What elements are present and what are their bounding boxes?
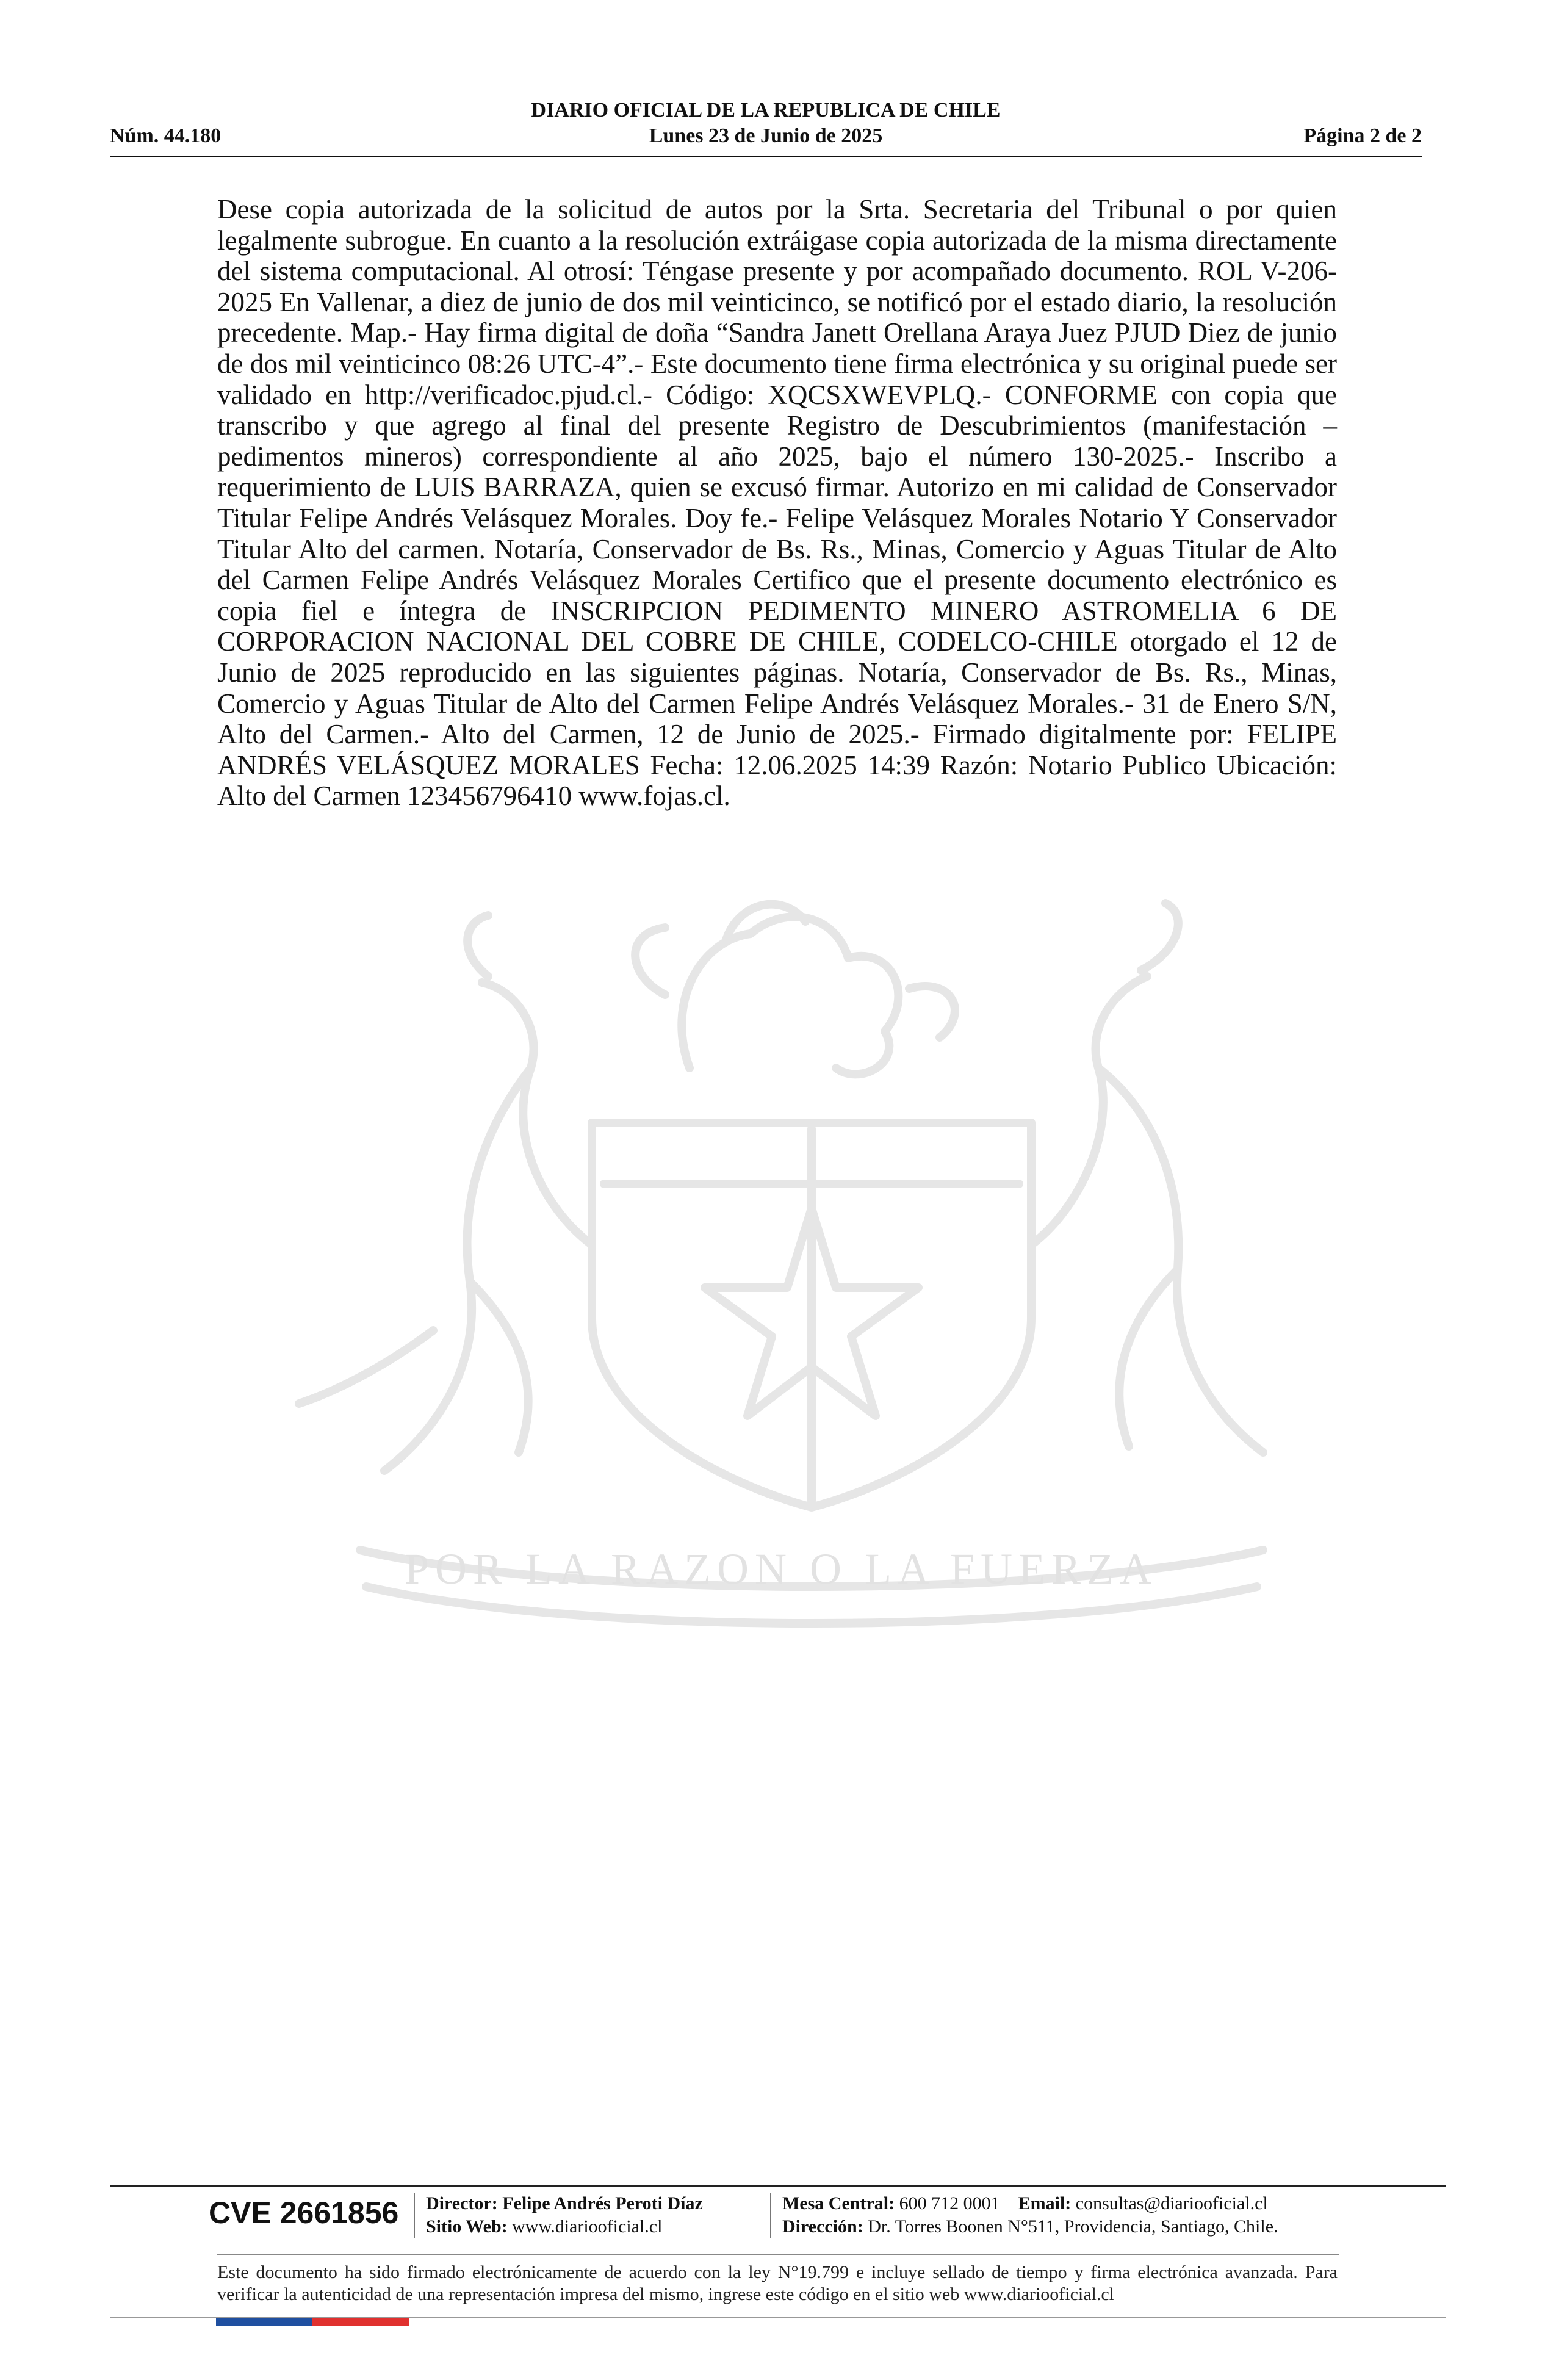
director-name: Felipe Andrés Peroti Díaz	[502, 2193, 703, 2213]
footer-contact-column	[782, 2192, 1278, 2238]
flag-red-segment	[312, 2318, 409, 2326]
page-header	[110, 92, 1422, 159]
footer-divider-top	[110, 2185, 1446, 2187]
website-label: Sitio Web:	[426, 2216, 508, 2237]
publication-title: DIARIO OFICIAL DE LA REPUBLICA DE CHILE	[531, 99, 1001, 121]
website-link[interactable]: www.diariooficial.cl	[512, 2216, 663, 2237]
address-label: Dirección:	[782, 2216, 863, 2237]
issue-number: Núm. 44.180	[110, 124, 222, 147]
flag-blue-segment	[216, 2318, 312, 2326]
flag-stripe-icon	[216, 2318, 409, 2326]
issue-date: Lunes 23 de Junio de 2025	[649, 124, 883, 147]
footer-separator	[414, 2193, 415, 2238]
director-label: Director:	[426, 2193, 498, 2213]
coat-of-arms-watermark-icon	[201, 867, 1361, 1672]
page-indicator: Página 2 de 2	[1303, 124, 1422, 147]
phone-label: Mesa Central:	[782, 2193, 895, 2213]
footer-separator	[770, 2193, 771, 2238]
address-text: Dr. Torres Boonen N°511, Providencia, Santiago, Chile.	[868, 2216, 1278, 2237]
phone-number: 600 712 0001	[899, 2193, 1000, 2213]
body-paragraph: Dese copia autorizada de la solicitud de autos por la Srta. Secretaria del Tribunal o por quien legalmente subrogue. En cuanto a la resolución extráigase copia autorizada de la misma directamente del sistema computacional. Al otrosí: Téngase presente y por acompañado documento. ROL V-206-2025 En Vallenar, a diez de junio de dos mil veinticinco, se notificó por el estado diario, la resolución precedente. Map.- Hay firma digital de doña “Sandra Janett Orellana Araya Juez PJUD Diez de junio de dos mil veinticinco 08:26 UTC-4”.- Este documento tiene firma electrónica y su original puede ser validado en http://verificadoc.pjud.cl.- Código: XQCSXWEVPLQ.- CONFORME con copia que transcribo y que agrego al final del presente Registro de Descubrimientos (manifestación – pedimentos mineros) correspondiente al año 2025, bajo el número 130-2025.- Inscribo a requerimiento de LUIS BARRAZA, quien se excusó firmar. Autorizo en mi calidad de Conservador Titular Felipe Andrés Velásquez Morales. Doy fe.- Felipe Velásquez Morales Notario Y Conservador Titular Alto del carmen. Notaría, Conservador de Bs. Rs., Minas, Comercio y Aguas Titular de Alto del Carmen Felipe Andrés Velásquez Morales Certifico que el presente documento electrónico es copia fiel e íntegra de INSCRIPCION PEDIMENTO MINERO ASTROMELIA 6 DE CORPORACION NACIONAL DEL COBRE DE CHILE, CODELCO-CHILE otorgado el 12 de Junio de 2025 reproducido en las siguientes páginas. Notaría, Conservador de Bs. Rs., Minas, Comercio y Aguas Titular de Alto del Carmen Felipe Andrés Velásquez Morales.- 31 de Enero S/N, Alto del Carmen.- Alto del Carmen, 12 de Junio de 2025.- Firmado digitalmente por: FELIPE ANDRÉS VELÁSQUEZ MORALES Fecha: 12.06.2025 14:39 Razón: Notario Publico Ubicación: Alto del Carmen 123456796410 www.fojas.cl.	[217, 194, 1337, 812]
footer-divider-mid	[217, 2254, 1339, 2255]
cve-code: CVE 2661856	[209, 2196, 399, 2230]
email-link[interactable]: consultas@diariooficial.cl	[1075, 2193, 1268, 2213]
signature-notice: Este documento ha sido firmado electrónicamente de acuerdo con la ley N°19.799 e incluye sellado de tiempo y firma electrónica avanzada. Para verificar la autenticidad de una representación impresa del mismo, ingrese este código en el sitio web www.diariooficial.cl	[217, 2262, 1338, 2304]
header-divider	[110, 156, 1422, 157]
footer-director-column	[426, 2192, 703, 2238]
email-label: Email:	[1018, 2193, 1072, 2213]
watermark-motto: POR LA RAZON O LA FUERZA	[404, 1545, 1158, 1593]
